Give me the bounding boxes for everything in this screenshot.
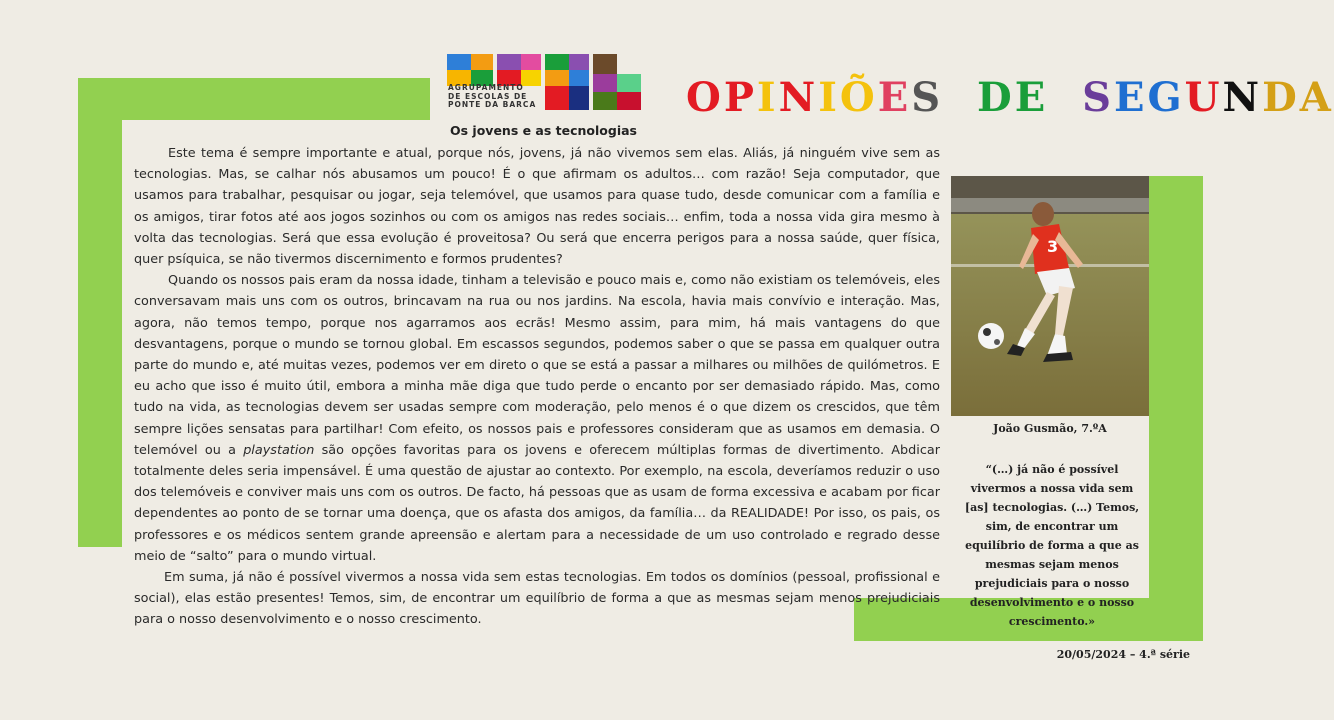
title-letter: E: [1113, 74, 1148, 121]
title-letter: S: [911, 74, 944, 121]
title-letter: S: [1082, 74, 1114, 121]
paragraph-text: Quando os nossos pais eram da nossa idade, tinham a televisão e pouco mais e, como não existiam os telemóveis, eles conversavam mais uns com os outros, brincavam na rua ou nos jardins. Na escola, havia mais convívio e interação. Mas, agora, não temos tempo, porque nos agarramos aos ecrãs! Mesmo assim, para mim, há mais vantagens do que desvantagens, porque o mundo se tornou global. Em escassos segundos, podemos saber o que se passa em qualquer outra parte do mundo e, até muitas vezes, podemos ver em direto o que se está a passar a milhares ou milhões de quilómetros. E eu acho que isso é muito útil, embora a minha mãe diga que tudo perde o encanto por ser demasiado rápido. Mas, como tudo na vida, as tecnologias devem ser usadas sempre com moderação, pelo menos é o que dizem os crescidos, que têm sempre lições sensatas para partilhar! Com efeito, os nossos pais e professores consideram que as usamos em demasia. O telemóvel ou a: [134, 273, 940, 458]
title-letter: I: [756, 74, 779, 121]
logo-line: AGRUPAMENTO: [448, 83, 524, 92]
title-letter: E: [1014, 74, 1049, 121]
title-letter: N: [778, 74, 819, 121]
title-letter: N: [1222, 74, 1263, 121]
title-letter: E: [877, 74, 912, 121]
football-player-photo: [951, 176, 1149, 416]
article-title: Os jovens e as tecnologias: [450, 123, 637, 138]
paragraph-text: são opções favoritas para os jovens e oferecem múltiplas formas de divertimento. Abdicar totalmente deles seria impensável. É uma questão de ajustar ao contexto. Por exemplo, na escola, deveríamos reduzir o uso dos telemóveis e conviver mais uns com os outros. De facto, há pessoas que as usam de forma excessiva e acabam por ficar dependentes ao ponto de se tornar uma doença, que os afasta dos amigos, da família… da REALIDADE! Por isso, os pais, os professores e os médicos sentem grande apreensão e alertam para a necessidade de um uso controlado e regrado desse meio de “salto” para o mundo virtual.: [134, 442, 940, 564]
photo-caption: João Gusmão, 7.ºA: [993, 422, 1107, 435]
title-space: [1048, 74, 1082, 121]
article-paragraph: [134, 270, 940, 567]
title-letter: Õ: [839, 74, 878, 121]
title-letter: O: [686, 74, 724, 121]
svg-text:3: 3: [1047, 237, 1059, 256]
student-quote: “(…) já não é possível vivermos a nossa vida sem [as] tecnologias. (…) Temos, sim, de encontrar um equilíbrio de forma a que as mesmas sejam menos prejudiciais para o nosso desenvolvimento e o nosso crescimento.»: [964, 463, 1140, 628]
article-paragraph: Em suma, já não é possível vivermos a nossa vida sem estas tecnologias. Em todos os domínios (pessoal, profissional e social), elas estão presentes! Temos, sim, de encontrar um equilíbrio de forma a que as mesmas sejam menos prejudiciais para o nosso desenvolvimento e o nosso crescimento.: [134, 570, 940, 628]
page-title: [686, 74, 1334, 121]
title-letter: I: [818, 74, 840, 121]
title-space: [943, 74, 977, 121]
logo-line: DE ESCOLAS DE: [448, 91, 528, 101]
logo-line: PONTE DA BARCA: [448, 100, 537, 109]
article-paragraph: Este tema é sempre importante e atual, porque nós, jovens, já não vivemos sem elas. Aliás, já ninguém vive sem as tecnologias. Mas, se calhar nós abusamos um pouco! É o que afirmam os adultos… com razão! Seja computador, que usamos para trabalhar, pesquisar ou jogar, seja telemóvel, que usamos para quase tudo, desde comunicar com a família e os amigos, tirar fotos até aos jogos sozinhos ou com os amigos nas redes sociais… enfim, toda a nossa vida gira mesmo à volta das tecnologias. Será que essa evolução é proveitosa? Ou será que encerra perigos para a nossa saúde, quer física, quer psíquica, se não tivermos discernimento e formos prudentes?: [134, 146, 940, 268]
title-letter: D: [1262, 74, 1300, 121]
title-letter: D: [977, 74, 1015, 121]
issue-date: 20/05/2024 – 4.ª série: [1056, 648, 1190, 661]
title-letter: G: [1147, 74, 1185, 121]
paragraph-emphasis: playstation: [243, 442, 315, 458]
logo-text: [448, 84, 548, 110]
article-body: [134, 143, 940, 631]
title-letter: P: [723, 74, 757, 121]
title-letter: A: [1299, 74, 1334, 121]
title-letter: U: [1184, 74, 1223, 121]
